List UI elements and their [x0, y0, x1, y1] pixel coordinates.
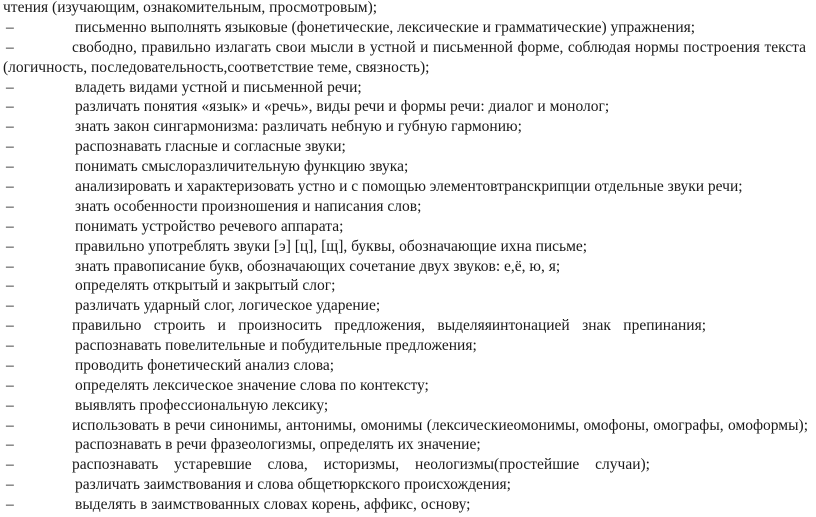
list-item	[3, 18, 806, 38]
list-item	[3, 257, 806, 277]
list-item-text: знать закон сингармонизма: различать небную и губную гармонию;	[75, 118, 522, 135]
list-item-text: письменно выполнять языковые (фонетические, лексические и грамматические) упражнения;	[75, 19, 696, 36]
list-item-text: правильно употреблять звуки [э] [ц], [щ], буквы, обозначающие ихна письме;	[75, 238, 588, 255]
list-item	[3, 396, 806, 416]
list-item-text: распознавать повелительные и побудительные предложения;	[75, 337, 477, 354]
list-item-text: распознавать в речи фразеологизмы, определять их значение;	[75, 436, 481, 453]
list-item-text: определять лексическое значение слова по контексту;	[75, 377, 429, 394]
list-item	[3, 475, 806, 495]
list-item-text: определять открытый и закрытый слог;	[75, 277, 336, 294]
list-item	[3, 97, 806, 117]
list-item-text: понимать смыслоразличительную функцию звука;	[75, 158, 409, 175]
list-item	[3, 276, 806, 296]
list-dash: –	[6, 39, 14, 56]
list-item	[3, 376, 806, 396]
list-item	[3, 157, 806, 177]
list-dash: –	[6, 158, 14, 175]
list-item	[3, 78, 806, 98]
list-item	[3, 237, 806, 257]
list-item-text: свободно, правильно излагать свои мысли в устной и письменной форме, соблюдая нормы построения текста	[72, 39, 806, 56]
list-dash: –	[6, 138, 14, 155]
list-item	[3, 177, 806, 197]
list-item	[3, 356, 806, 376]
list-item-text: различать понятия «язык» и «речь», виды речи и формы речи: диалог и монолог;	[75, 98, 610, 115]
list-item-text: знать правописание букв, обозначающих сочетание двух звуков: е,ё, ю, я;	[75, 258, 561, 275]
list-item-text: выявлять профессиональную лексику;	[75, 397, 329, 414]
list-dash: –	[6, 198, 14, 215]
list-item-text: проводить фонетический анализ слова;	[75, 357, 335, 374]
list-item-text: анализировать и характеризовать устно и с помощью элементовтранскрипции отдельные звуки речи;	[75, 178, 743, 195]
list-item	[3, 296, 806, 316]
list-dash: –	[6, 357, 14, 374]
list-dash: –	[6, 258, 14, 275]
list-item-text: правильно строить и произносить предложения, выделяяинтонацией знак препинания;	[72, 317, 706, 334]
list-item-text: владеть видами устной и письменной речи;	[75, 79, 362, 96]
list-item	[3, 435, 806, 455]
list-dash: –	[6, 238, 14, 255]
list-dash: –	[6, 178, 14, 195]
list-dash: –	[6, 337, 14, 354]
list-dash: –	[6, 297, 14, 314]
list-item-text: понимать устройство речевого аппарата;	[75, 218, 344, 235]
list-dash: –	[6, 317, 14, 334]
list-dash: –	[6, 277, 14, 294]
list-dash: –	[6, 98, 14, 115]
list-dash: –	[6, 496, 14, 513]
list-item	[3, 217, 806, 237]
list-item-text: знать особенности произношения и написания слов;	[75, 198, 422, 215]
list-item	[3, 137, 806, 157]
list-item	[3, 336, 806, 356]
list-item	[3, 495, 806, 515]
list-dash: –	[6, 456, 14, 473]
list-item	[3, 117, 806, 137]
list-dash: –	[6, 377, 14, 394]
list-item-text: различать заимствования и слова общетюркского происхождения;	[75, 476, 511, 493]
list-dash: –	[6, 436, 14, 453]
list-dash: –	[6, 19, 14, 36]
list-item-continuation: (логичность, последовательность,соответствие теме, связность);	[3, 59, 430, 76]
list-item-text: распознавать устаревшие слова, историзмы, неологизмы(простейшие случаи);	[72, 456, 650, 473]
intro-line: чтения (изучающим, ознакомительным, просмотровым);	[3, 0, 378, 16]
list-dash: –	[6, 476, 14, 493]
list-dash: –	[6, 218, 14, 235]
list-item-text: выделять в заимствованных словах корень, аффикс, основу;	[75, 496, 471, 513]
list-dash: –	[6, 417, 14, 434]
list-dash: –	[6, 118, 14, 135]
list-dash: –	[6, 397, 14, 414]
list-item-text: распознавать гласные и согласные звуки;	[75, 138, 346, 155]
list-item-text: различать ударный слог, логическое ударение;	[75, 297, 381, 314]
list-item-text: использовать в речи синонимы, антонимы, омонимы (лексическиеомонимы, омофоны, омографы, омоформы);	[72, 417, 808, 434]
list-item	[3, 197, 806, 217]
list-dash: –	[6, 79, 14, 96]
